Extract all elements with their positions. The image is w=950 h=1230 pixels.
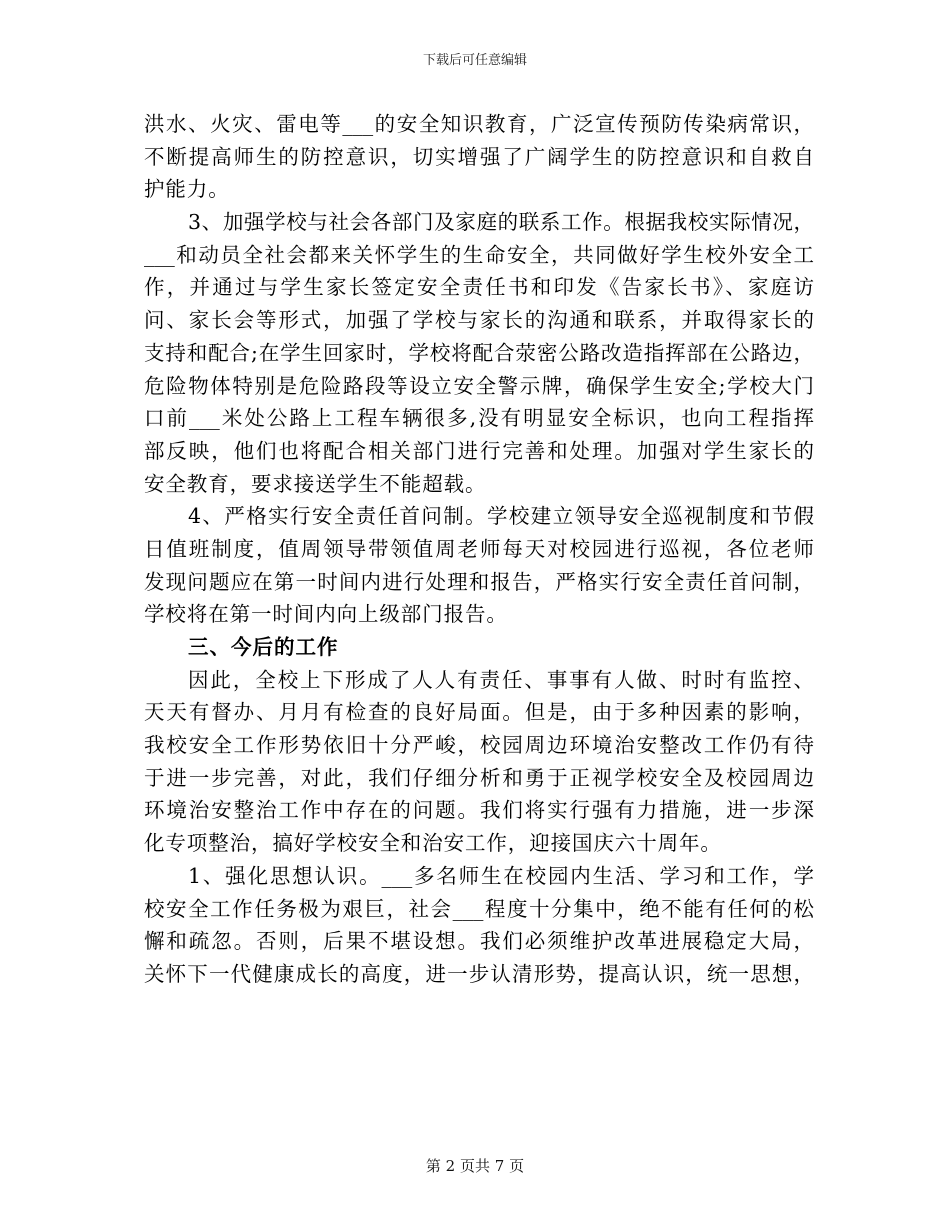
text-line: 学校将在第一时间内向上级部门报告。: [144, 602, 508, 627]
text-line: 因此，全校上下形成了人人有责任、事事有人做、时时有监控、: [188, 667, 814, 692]
text-line: 天天有督办、月月有检查的良好局面。但是，由于多种因素的影响，: [144, 700, 814, 725]
text-line: 安全教育，要求接送学生不能超载。: [144, 471, 487, 496]
text-line: 3、加强学校与社会各部门及家庭的联系工作。根据我校实际情况，: [188, 210, 814, 235]
document-body: [144, 108, 814, 991]
text-line: 环境治安整治工作中存在的问题。我们将实行强有力措施，进一步深: [144, 798, 814, 823]
text-line: 4、严格实行安全责任首问制。学校建立领导安全巡视制度和节假: [188, 504, 814, 529]
text-line: ___和动员全社会都来关怀学生的生命安全，共同做好学生校外安全工: [144, 242, 814, 267]
text-line: 于进一步完善，对此，我们仔细分析和勇于正视学校安全及校园周边: [144, 765, 814, 790]
text-line: 化专项整治，搞好学校安全和治安工作，迎接国庆六十周年。: [144, 831, 722, 856]
text-line: 支持和配合;在学生回家时，学校将配合荥密公路改造指挥部在公路边，: [144, 340, 814, 365]
text-line: 校安全工作任务极为艰巨，社会___程度十分集中，绝不能有任何的松: [144, 896, 814, 921]
page-header: 下载后可任意编辑: [422, 53, 527, 68]
text-line: 懈和疏忽。否则，后果不堪设想。我们必须维护改革进展稳定大局，: [144, 929, 814, 954]
text-line: 发现问题应在第一时间内进行处理和报告，严格实行安全责任首问制，: [144, 569, 814, 594]
text-line: 护能力。: [144, 177, 230, 202]
text-line: 部反映，他们也将配合相关部门进行完善和处理。加强对学生家长的: [144, 438, 814, 463]
text-line: 我校安全工作形势依旧十分严峻，校园周边环境治安整改工作仍有待: [144, 733, 814, 758]
text-line: 不断提高师生的防控意识，切实增强了广阔学生的防控意识和自救自: [144, 144, 814, 169]
text-line: 作，并通过与学生家长签定安全责任书和印发《告家长书》、家庭访: [144, 275, 814, 300]
text-line: 口前___米处公路上工程车辆很多,没有明显安全标识，也向工程指挥: [144, 406, 814, 431]
section-heading: 三、今后的工作: [188, 635, 339, 659]
text-line: 关怀下一代健康成长的高度，进一步认清形势，提高认识，统一思想，: [144, 961, 814, 986]
text-line: 问、家长会等形式，加强了学校与家长的沟通和联系，并取得家长的: [144, 308, 814, 333]
text-line: 1、强化思想认识。___多名师生在校园内生活、学习和工作，学: [188, 863, 814, 888]
text-line: 日值班制度，值周领导带领值周老师每天对校园进行巡视，各位老师: [144, 536, 814, 561]
text-line: 洪水、火灾、雷电等___的安全知识教育，广泛宣传预防传染病常识，: [144, 112, 814, 136]
text-line: 危险物体特别是危险路段等设立安全警示牌，确保学生安全;学校大门: [144, 373, 814, 398]
page-footer-page-number: 第 2 页共 7 页: [425, 1157, 525, 1175]
